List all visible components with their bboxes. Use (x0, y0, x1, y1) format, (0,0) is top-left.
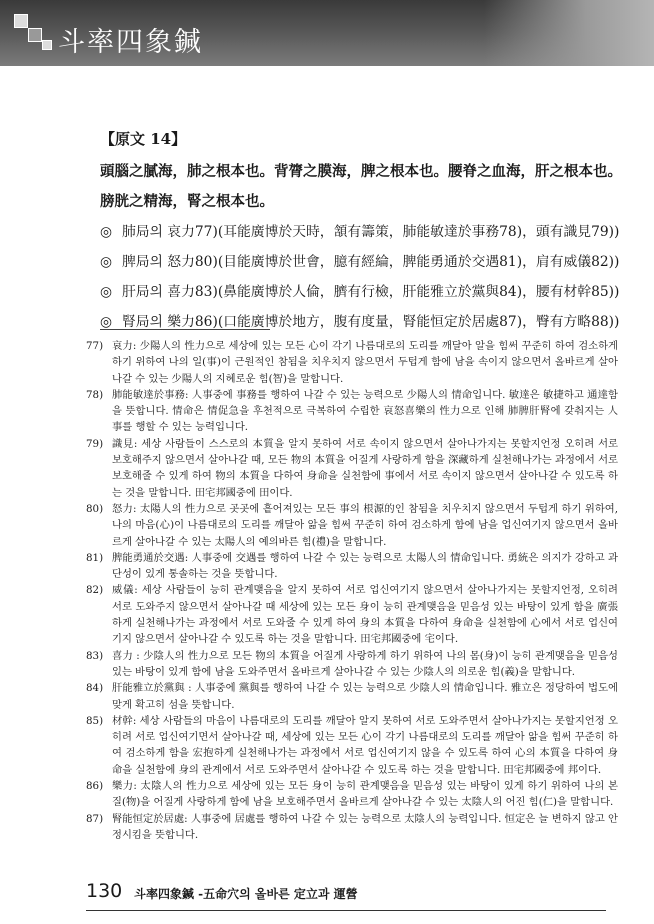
bullet-item (100, 277, 620, 307)
main-content (100, 128, 622, 337)
footnote (86, 778, 618, 811)
bullet-mark-icon: ◎ (100, 224, 113, 240)
footnote-text: 威儀: 세상 사람들이 능히 관계맺음을 알지 못하여 서로 업신여기지 않으면서 살아나가지는 못할지언정, 오히려 서로 도와주지 않으면서 살아나갈 때 세상에 있는 모든 身이 능히 관계맺음을 믿음성 있는 바탕이 있게 함을 廣張하게 실천해나가는 과정에서 서로 도와줄 수 있게 하여 身의 本質을 다하여 身命을 실천함에 心에서 서로 업신여기지 않으면서 살아나갈 수 있도록 하는 것을 말합니다. 田宅邦國중에 宅이다. (112, 584, 618, 646)
footnote-number: 78) (86, 388, 104, 401)
bullet-text: 肺局의 哀力77)(耳能廣博於天時，頷有籌策，肺能敏達於事務78)，頭有識見79)) (122, 224, 620, 240)
footer-running-title: 斗率四象鍼 -五命穴의 올바른 定立과 運營 (134, 887, 358, 901)
footnote (86, 680, 618, 713)
footnote-number: 77) (86, 340, 104, 352)
header-square-icon (28, 28, 42, 42)
bullet-text: 脾局의 怒力80)(目能廣博於世會，臆有經綸，脾能勇通於交遇81)，肩有威儀82)) (122, 254, 620, 270)
page-footer (86, 880, 618, 910)
header-title: 斗率四象鍼 (58, 27, 203, 58)
footnote-divider (100, 329, 270, 330)
footnote-number: 85) (86, 714, 104, 727)
footer-divider (86, 910, 606, 911)
header-square-icon (14, 14, 28, 28)
footnote-text: 樂力: 太陰人의 性力으로 세상에 있는 모든 身이 능히 관계맺음을 믿음성 있는 바탕이 있게 하기 위하여 나의 본질(物)을 어질게 사랑하게 함에 남을 보호해주면서 올바르게 살아나갈 수 있는 太陰人의 어진 힘(仁)을 말합니다. (112, 780, 618, 809)
footnote-text: 喜力 : 少陰人의 性力으로 모든 物의 本質을 어질게 사랑하게 하기 위하여 나의 몸(身)이 능히 관계맺음을 믿음성 있는 바탕이 있게 함에 남을 도와주면서 올바르게 살아나갈 수 있는 少陰人의 의로운 힘(義)을 말합니다. (112, 649, 618, 678)
footnote (86, 387, 618, 436)
page-number: 130 (86, 880, 123, 902)
footnote-number: 79) (86, 437, 104, 450)
original-text-line: 膀胱之精海，腎之根本也。 (100, 193, 274, 210)
footnote (86, 550, 618, 583)
footnote-text: 脾能勇通於交遇: 人事중에 交遇를 행하여 나갈 수 있는 능력으로 太陽人의 情命입니다. 勇統은 의지가 강하고 과단성이 있게 통솔하는 것을 뜻합니다. (112, 551, 618, 581)
footnote (86, 338, 618, 387)
footnote-number: 86) (86, 780, 104, 793)
page-header (0, 0, 654, 66)
bullet-mark-icon: ◎ (100, 314, 113, 330)
footnote-text: 識見: 세상 사람들이 스스로의 本質을 알지 못하여 서로 속이지 않으면서 살아나가지는 못할지언정 오히려 서로 보호해주지 않으면서 살아나갈 때, 모든 物의 本質을 어질게 사랑하게 함을 深藏하게 실천해나가는 과정에서 서로 보호해줄 수 있게 하여 物의 本質을 다하여 身命을 실천함에 事에서 서로 속이지 않으면서 살아나갈 수 있도록 하는 것을 말합니다. 田宅邦國중에 田이다. (112, 437, 618, 499)
bullet-mark-icon: ◎ (100, 284, 113, 300)
footnote-text: 怒力: 太陽人의 性力으로 곳곳에 흩어져있는 모든 事의 根源的인 참됨을 치우치지 않으면서 두텁게 하기 위하여, 나의 마음(心)이 나름대로의 도리를 깨달아 앎을 힘써 꾸준히 하여 검소하게 함에 남을 업신여기지 않으면서 올바르게 살아나갈 수 있는 太陽人의 예의바른 힘(禮)을 말합니다. (112, 502, 618, 548)
footnote-number: 82) (86, 584, 104, 597)
footnote-text: 哀力: 少陽人의 性力으로 세상에 있는 모든 心이 각기 나름대로의 도리를 깨달아 알을 힘써 꾸준히 하여 검소하게 하기 위하여 나의 일(事)이 근원적인 참됨을 치우치지 않으면서 두텁게 함에 남을 속이지 않으면서 올바르게 살아나갈 수 있는 少陽人의 지혜로운 힘(智)을 말합니다. (112, 340, 618, 385)
footnote-number: 87) (86, 812, 104, 825)
bullet-text: 肝局의 喜力83)(鼻能廣博於人倫，臍有行檢，肝能雅立於黨與84)，腰有材幹85)) (122, 284, 620, 300)
bullet-item (100, 247, 620, 277)
footnote (86, 713, 618, 778)
header-decoration (484, 0, 654, 66)
footnote (86, 648, 618, 681)
bullet-item (100, 307, 620, 337)
footnote (86, 501, 618, 550)
footnote-text: 肝能雅立於黨與 : 人事중에 黨與를 행하여 나갈 수 있는 능력으로 少陰人의 情命입니다. 雅立은 정당하여 법도에 맞게 확고히 섬을 뜻합니다. (112, 682, 618, 711)
footnote-text: 腎能恒定於居處: 人事중에 居處를 행하여 나갈 수 있는 능력으로 太陰人의 능력입니다. 恒定은 늘 변하지 않고 안정시킴을 뜻합니다. (112, 812, 618, 841)
footnote-text: 肺能敏達於事務: 人事중에 事務를 행하여 나갈 수 있는 능력으로 少陽人의 情命입니다. 敏達은 敏捷하고 通達함을 뜻합니다. 情命은 情促急을 후천적으로 극복하여 수립한 哀怒喜樂의 性力으로 인해 肺脾肝腎에 갖춰지는 人事를 행할 수 있는 능력입니다. (112, 388, 618, 434)
footnote-number: 83) (86, 649, 104, 662)
footnote-text: 材幹: 세상 사람들의 마음이 나름대로의 도리를 깨달아 알지 못하여 서로 도와주면서 살아나가지는 못할지언정 오히려 서로 업신여기면서 살아나갈 때, 세상에 있는 모든 心이 각기 나름대로의 도리를 깨달아 앎을 힘써 꾸준히 하여 검소하게 함을 宏抱하게 실천해나가는 과정에서 서로 업신여기지 않을 수 있도록 하여 心의 本質을 다하여 身命을 실천함에 身의 관계에서 서로 도와주면서 살아나갈 수 있도록 하는 것을 말합니다. 田宅邦國중에 邦이다. (112, 714, 618, 776)
footnote-number: 84) (86, 682, 104, 695)
footnote (86, 582, 618, 647)
bullet-mark-icon: ◎ (100, 254, 113, 270)
original-text-label: 【原文 14】 (100, 130, 187, 148)
footnote (86, 811, 618, 844)
footnote-number: 81) (86, 551, 104, 564)
footnote (86, 436, 618, 501)
footnote-number: 80) (86, 502, 104, 515)
header-square-icon (42, 40, 52, 50)
bullet-text: 腎局의 樂力86)(口能廣博於地方，腹有度量，腎能恒定於居處87)，臀有方略88)) (122, 314, 620, 330)
original-text-line: 頭腦之膩海，肺之根本也。背膂之膜海，脾之根本也。腰脊之血海，肝之根本也。 (100, 163, 622, 180)
bullet-item (100, 217, 620, 247)
footnotes (86, 338, 618, 843)
